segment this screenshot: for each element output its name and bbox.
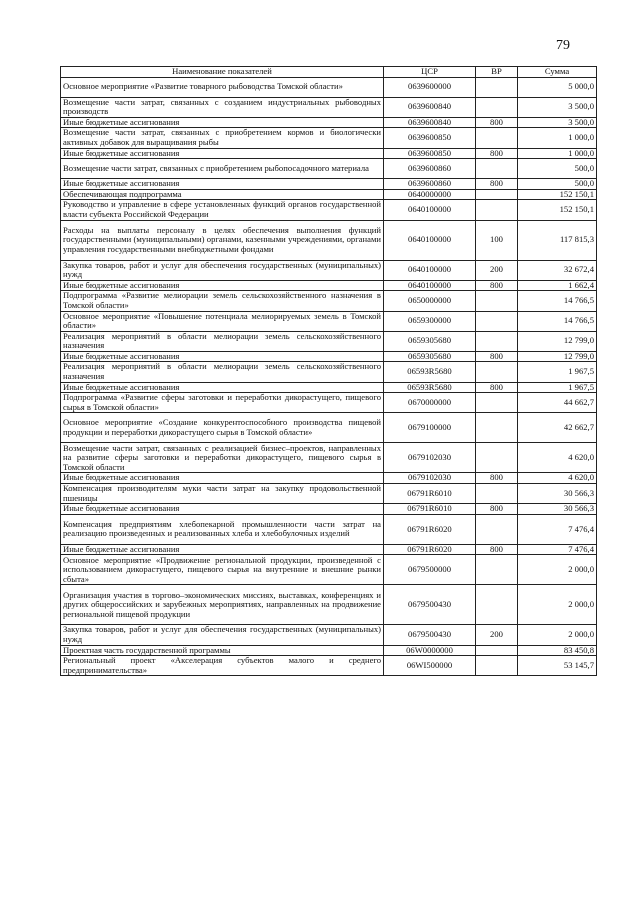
row-vr <box>476 159 518 179</box>
row-csr: 0670000000 <box>384 393 476 413</box>
table-row <box>61 128 597 148</box>
row-sum: 1 000,0 <box>518 128 597 148</box>
row-csr: 0640100000 <box>384 200 476 220</box>
row-sum: 7 476,4 <box>518 544 597 555</box>
row-csr: 0639600840 <box>384 117 476 128</box>
row-sum: 1 662,4 <box>518 280 597 291</box>
row-vr: 800 <box>476 351 518 362</box>
row-sum: 14 766,5 <box>518 291 597 311</box>
row-vr: 800 <box>476 504 518 515</box>
row-csr: 0679100000 <box>384 413 476 443</box>
row-name: Реализация мероприятий в области мелиорации земель сельскохозяйственного назначения <box>61 362 384 382</box>
table-row <box>61 443 597 473</box>
row-vr: 200 <box>476 260 518 280</box>
row-vr <box>476 311 518 331</box>
row-vr <box>476 331 518 351</box>
table-row <box>61 280 597 291</box>
row-csr: 0679500000 <box>384 555 476 585</box>
table-row <box>61 625 597 645</box>
row-name: Региональный проект «Акселерация субъектов малого и среднего предпринимательства» <box>61 656 384 676</box>
row-vr: 800 <box>476 473 518 484</box>
row-name: Иные бюджетные ассигнования <box>61 148 384 159</box>
row-csr: 0650000000 <box>384 291 476 311</box>
table-row <box>61 544 597 555</box>
table-row <box>61 311 597 331</box>
row-csr: 06791R6010 <box>384 484 476 504</box>
table-row <box>61 179 597 190</box>
row-csr: 0639600850 <box>384 128 476 148</box>
row-name: Проектная часть государственной программы <box>61 645 384 656</box>
table-row <box>61 189 597 200</box>
row-sum: 30 566,3 <box>518 504 597 515</box>
budget-table <box>60 66 597 676</box>
table-row <box>61 504 597 515</box>
header-sum: Сумма <box>518 67 597 78</box>
row-name: Компенсация предприятиям хлебопекарной промышленности части затрат на реализацию произведенных и реализованных хлеба и хлебобулочных изделий <box>61 514 384 544</box>
row-sum: 42 662,7 <box>518 413 597 443</box>
table-row <box>61 291 597 311</box>
row-vr <box>476 656 518 676</box>
row-vr: 100 <box>476 220 518 260</box>
row-csr: 06593R5680 <box>384 382 476 393</box>
table-row <box>61 362 597 382</box>
row-sum: 3 500,0 <box>518 117 597 128</box>
row-vr <box>476 97 518 117</box>
row-csr: 0679500430 <box>384 585 476 625</box>
row-sum: 152 150,1 <box>518 200 597 220</box>
row-sum: 12 799,0 <box>518 331 597 351</box>
row-vr <box>476 393 518 413</box>
table-row <box>61 473 597 484</box>
row-name: Иные бюджетные ассигнования <box>61 382 384 393</box>
table-row <box>61 159 597 179</box>
row-sum: 5 000,0 <box>518 77 597 97</box>
row-name: Компенсация производителям муки части затрат на закупку продовольственной пшеницы <box>61 484 384 504</box>
row-vr <box>476 413 518 443</box>
row-csr: 0640100000 <box>384 280 476 291</box>
table-row <box>61 413 597 443</box>
table-row <box>61 585 597 625</box>
row-sum: 500,0 <box>518 179 597 190</box>
row-name: Иные бюджетные ассигнования <box>61 504 384 515</box>
row-name: Иные бюджетные ассигнования <box>61 473 384 484</box>
row-vr <box>476 645 518 656</box>
row-csr: 06WI500000 <box>384 656 476 676</box>
row-sum: 500,0 <box>518 159 597 179</box>
row-vr <box>476 200 518 220</box>
row-csr: 0659305680 <box>384 351 476 362</box>
table-row <box>61 260 597 280</box>
row-csr: 06791R6020 <box>384 514 476 544</box>
row-sum: 117 815,3 <box>518 220 597 260</box>
row-csr: 0659305680 <box>384 331 476 351</box>
row-vr: 800 <box>476 117 518 128</box>
table-row <box>61 200 597 220</box>
row-csr: 0640100000 <box>384 260 476 280</box>
row-csr: 0679500430 <box>384 625 476 645</box>
row-csr: 0639600000 <box>384 77 476 97</box>
row-sum: 1 967,5 <box>518 382 597 393</box>
row-vr <box>476 514 518 544</box>
row-sum: 7 476,4 <box>518 514 597 544</box>
row-vr <box>476 189 518 200</box>
table-row <box>61 77 597 97</box>
table-row <box>61 514 597 544</box>
header-name: Наименование показателей <box>61 67 384 78</box>
table-row <box>61 382 597 393</box>
table-row <box>61 656 597 676</box>
row-sum: 1 000,0 <box>518 148 597 159</box>
row-vr <box>476 443 518 473</box>
table-row <box>61 555 597 585</box>
row-csr: 0639600860 <box>384 179 476 190</box>
row-name: Подпрограмма «Развитие мелиорации земель сельскохозяйственного назначения в Томской области» <box>61 291 384 311</box>
row-vr: 800 <box>476 382 518 393</box>
table-row <box>61 117 597 128</box>
row-csr: 06791R6010 <box>384 504 476 515</box>
row-vr <box>476 77 518 97</box>
row-vr: 800 <box>476 280 518 291</box>
row-name: Иные бюджетные ассигнования <box>61 544 384 555</box>
row-sum: 3 500,0 <box>518 97 597 117</box>
row-name: Организация участия в торгово–экономических миссиях, выставках, конференциях и других общероссийских и зарубежных мероприятиях, направленных на продвижение региональной пищевой продукции <box>61 585 384 625</box>
row-csr: 0640100000 <box>384 220 476 260</box>
row-csr: 0639600850 <box>384 148 476 159</box>
row-name: Обеспечивающая подпрограмма <box>61 189 384 200</box>
row-sum: 12 799,0 <box>518 351 597 362</box>
row-sum: 152 150,1 <box>518 189 597 200</box>
table-row <box>61 393 597 413</box>
row-sum: 2 000,0 <box>518 555 597 585</box>
row-sum: 2 000,0 <box>518 585 597 625</box>
row-name: Возмещение части затрат, связанных с приобретением рыбопосадочного материала <box>61 159 384 179</box>
table-row <box>61 645 597 656</box>
header-vr: ВР <box>476 67 518 78</box>
row-name: Основное мероприятие «Повышение потенциала мелиорируемых земель в Томской области» <box>61 311 384 331</box>
row-name: Закупка товаров, работ и услуг для обеспечения государственных (муниципальных) нужд <box>61 625 384 645</box>
row-name: Иные бюджетные ассигнования <box>61 351 384 362</box>
row-csr: 0640000000 <box>384 189 476 200</box>
row-csr: 06593R5680 <box>384 362 476 382</box>
table-row <box>61 97 597 117</box>
row-name: Основное мероприятие «Продвижение региональной продукции, произведенной с использованием дикорастущего, пищевого сырья на внутренние и внешние рынки сбыта» <box>61 555 384 585</box>
table-row <box>61 351 597 362</box>
row-name: Возмещение части затрат, связанных с реализацией бизнес–проектов, направленных на развитие сферы заготовки и переработки дикорастущего, пищевого сырья в Томской области <box>61 443 384 473</box>
row-vr: 200 <box>476 625 518 645</box>
row-name: Возмещение части затрат, связанных с созданием индустриальных рыбоводных производств <box>61 97 384 117</box>
row-csr: 0639600840 <box>384 97 476 117</box>
row-csr: 0659300000 <box>384 311 476 331</box>
row-name: Иные бюджетные ассигнования <box>61 179 384 190</box>
table-row <box>61 484 597 504</box>
row-name: Расходы на выплаты персоналу в целях обеспечения выполнения функций государственными (муниципальными) органами, казенными учреждениями, органами управления государственными внебюджетными фондами <box>61 220 384 260</box>
row-sum: 44 662,7 <box>518 393 597 413</box>
table-body <box>61 77 597 676</box>
table-header-row <box>61 67 597 78</box>
row-name: Закупка товаров, работ и услуг для обеспечения государственных (муниципальных) нужд <box>61 260 384 280</box>
row-name: Иные бюджетные ассигнования <box>61 117 384 128</box>
row-sum: 14 766,5 <box>518 311 597 331</box>
table-row <box>61 331 597 351</box>
row-csr: 06W0000000 <box>384 645 476 656</box>
row-sum: 30 566,3 <box>518 484 597 504</box>
header-csr: ЦСР <box>384 67 476 78</box>
row-name: Иные бюджетные ассигнования <box>61 280 384 291</box>
table-row <box>61 148 597 159</box>
row-vr <box>476 585 518 625</box>
row-vr <box>476 555 518 585</box>
row-vr <box>476 128 518 148</box>
row-vr: 800 <box>476 179 518 190</box>
row-name: Руководство и управление в сфере установленных функций органов государственной власти субъекта Российской Федерации <box>61 200 384 220</box>
row-name: Возмещение части затрат, связанных с приобретением кормов и биологически активных добавок для выращивания рыбы <box>61 128 384 148</box>
row-sum: 4 620,0 <box>518 473 597 484</box>
row-vr: 800 <box>476 544 518 555</box>
row-sum: 1 967,5 <box>518 362 597 382</box>
row-vr: 800 <box>476 148 518 159</box>
row-name: Основное мероприятие «Развитие товарного рыбоводства Томской области» <box>61 77 384 97</box>
row-sum: 53 145,7 <box>518 656 597 676</box>
page-number: 79 <box>556 38 570 53</box>
row-csr: 06791R6020 <box>384 544 476 555</box>
row-name: Реализация мероприятий в области мелиорации земель сельскохозяйственного назначения <box>61 331 384 351</box>
row-sum: 83 450,8 <box>518 645 597 656</box>
row-name: Подпрограмма «Развитие сферы заготовки и переработки дикорастущего, пищевого сырья в Томской области» <box>61 393 384 413</box>
row-name: Основное мероприятие «Создание конкурентоспособного производства пищевой продукции и переработки дикорастущего сырья в Томской области» <box>61 413 384 443</box>
row-sum: 4 620,0 <box>518 443 597 473</box>
table-row <box>61 220 597 260</box>
row-vr <box>476 362 518 382</box>
row-vr <box>476 484 518 504</box>
row-csr: 0679102030 <box>384 473 476 484</box>
row-csr: 0639600860 <box>384 159 476 179</box>
row-csr: 0679102030 <box>384 443 476 473</box>
row-sum: 2 000,0 <box>518 625 597 645</box>
row-vr <box>476 291 518 311</box>
row-sum: 32 672,4 <box>518 260 597 280</box>
